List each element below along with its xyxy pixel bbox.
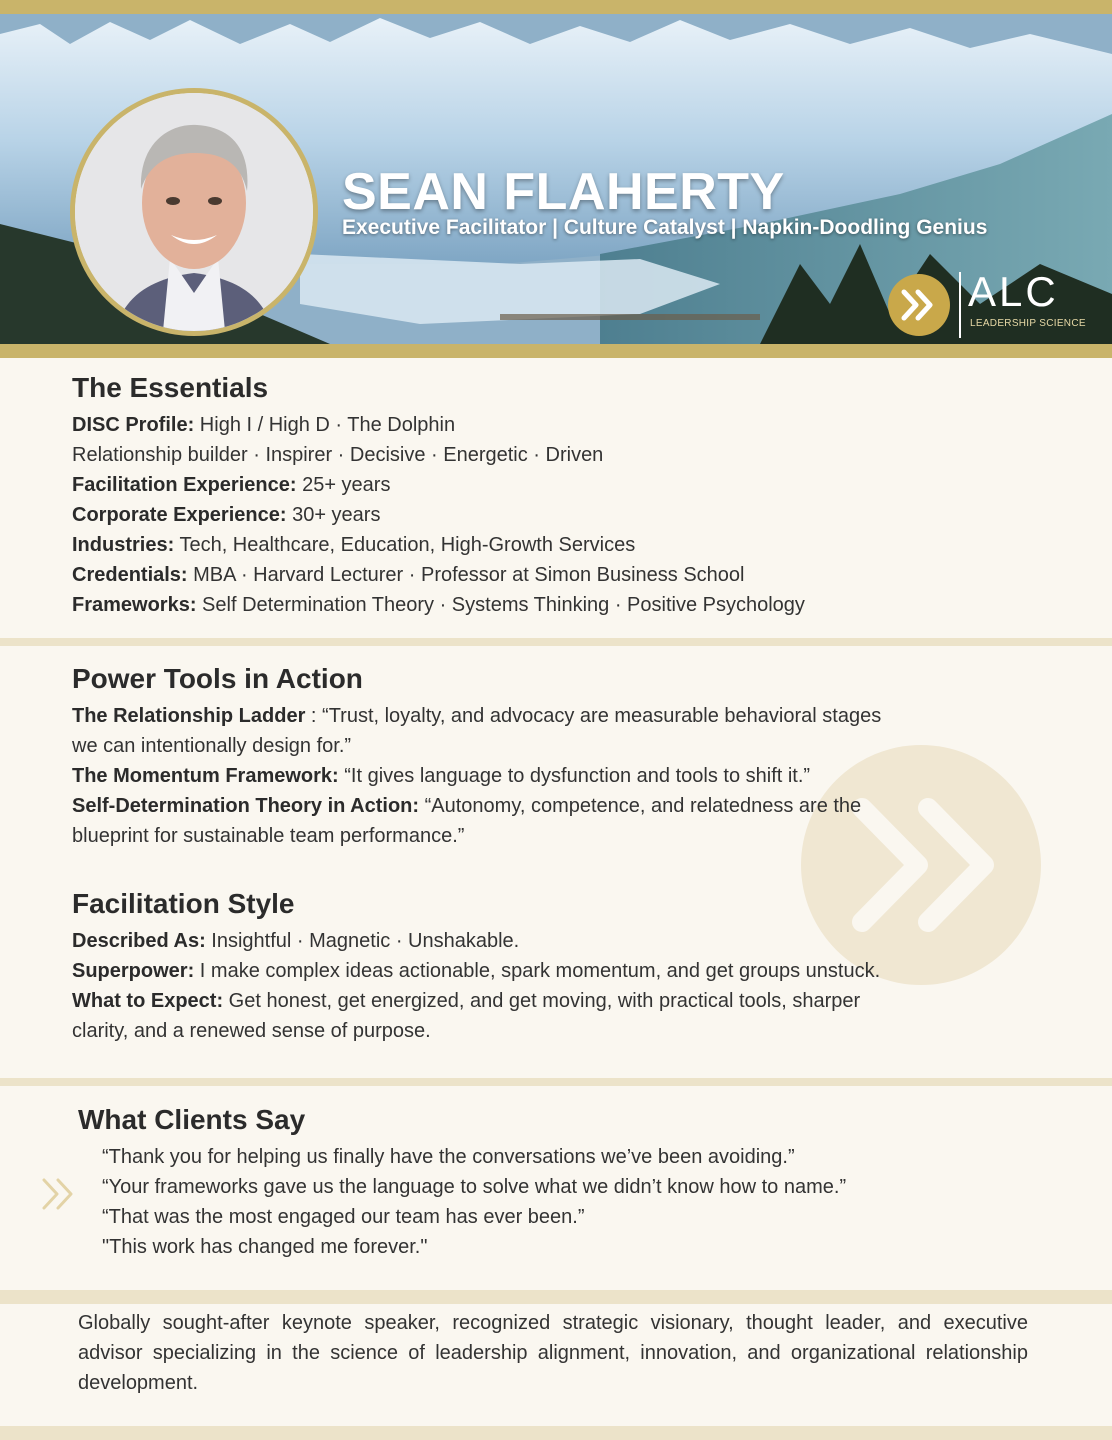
- power-tools-section: [72, 663, 1032, 851]
- essentials-section: [72, 372, 1032, 620]
- logo-divider: [959, 272, 961, 338]
- client-quote: “That was the most engaged our team has ever been.”: [102, 1206, 585, 1228]
- logo-wordmark: ALC: [968, 268, 1059, 315]
- top-gold-band: [0, 0, 1112, 14]
- clients-section: [78, 1104, 1038, 1142]
- described-line: Described As: Insightful · Magnetic · Unshakable.: [72, 930, 520, 952]
- portrait-frame: [70, 88, 318, 336]
- sdt-line: Self-Determination Theory in Action: “Autonomy, competence, and relatedness are the: [72, 795, 862, 817]
- corporate-line: Corporate Experience: 30+ years: [72, 504, 381, 526]
- essentials-heading: The Essentials: [72, 372, 269, 403]
- ladder-line-2: we can intentionally design for.”: [72, 735, 352, 757]
- expect-line: What to Expect: Get honest, get energized, and get moving, with practical tools, sharper: [72, 990, 861, 1012]
- double-chevron-icon: [40, 1174, 80, 1214]
- bio-paragraph: Globally sought-after keynote speaker, recognized strategic visionary, thought leader, and executive advisor specializing in the science of leadership alignment, innovation, and organizational relationship development.: [78, 1312, 1028, 1394]
- facilitation-line: Facilitation Experience: 25+ years: [72, 474, 391, 496]
- portrait-photo: [75, 93, 313, 331]
- superpower-line: Superpower: I make complex ideas actionable, spark momentum, and get groups unstuck.: [72, 960, 881, 982]
- clients-heading: What Clients Say: [78, 1104, 306, 1135]
- section-divider: [0, 638, 1112, 646]
- industries-line: Industries: Tech, Healthcare, Education, High-Growth Services: [72, 534, 636, 556]
- expect-line-2: clarity, and a renewed sense of purpose.: [72, 1020, 431, 1042]
- hero-banner: [0, 14, 1112, 344]
- traits-line: Relationship builder · Inspirer · Decisive · Energetic · Driven: [72, 444, 604, 466]
- momentum-line: The Momentum Framework: “It gives language to dysfunction and tools to shift it.”: [72, 765, 811, 787]
- style-heading: Facilitation Style: [72, 888, 295, 919]
- alc-logo: [888, 270, 1098, 338]
- frameworks-line: Frameworks: Self Determination Theory · Systems Thinking · Positive Psychology: [72, 594, 805, 616]
- disc-line: DISC Profile: High I / High D · The Dolphin: [72, 414, 456, 436]
- power-tools-heading: Power Tools in Action: [72, 663, 363, 694]
- person-name: SEAN FLAHERTY: [342, 163, 785, 221]
- person-tagline: Executive Facilitator | Culture Catalyst | Napkin-Doodling Genius: [342, 216, 988, 239]
- bottom-divider: [0, 1426, 1112, 1440]
- ladder-line: The Relationship Ladder : “Trust, loyalty, and advocacy are measurable behavioral stages: [72, 705, 882, 727]
- style-section: [72, 888, 1032, 1046]
- section-divider: [0, 1290, 1112, 1304]
- double-chevron-icon: [888, 274, 950, 336]
- sdt-line-2: blueprint for sustainable team performance.”: [72, 825, 465, 847]
- section-divider: [0, 1078, 1112, 1086]
- client-quote: “Your frameworks gave us the language to solve what we didn’t know how to name.”: [102, 1176, 847, 1198]
- client-quote: “Thank you for helping us finally have the conversations we’ve been avoiding.”: [102, 1146, 795, 1168]
- client-quote: "This work has changed me forever.": [102, 1236, 428, 1258]
- logo-subtext: LEADERSHIP SCIENCE: [970, 318, 1086, 329]
- client-quotes: [102, 1142, 846, 1262]
- credentials-line: Credentials: MBA · Harvard Lecturer · Professor at Simon Business School: [72, 564, 745, 586]
- hero-bottom-band: [0, 344, 1112, 358]
